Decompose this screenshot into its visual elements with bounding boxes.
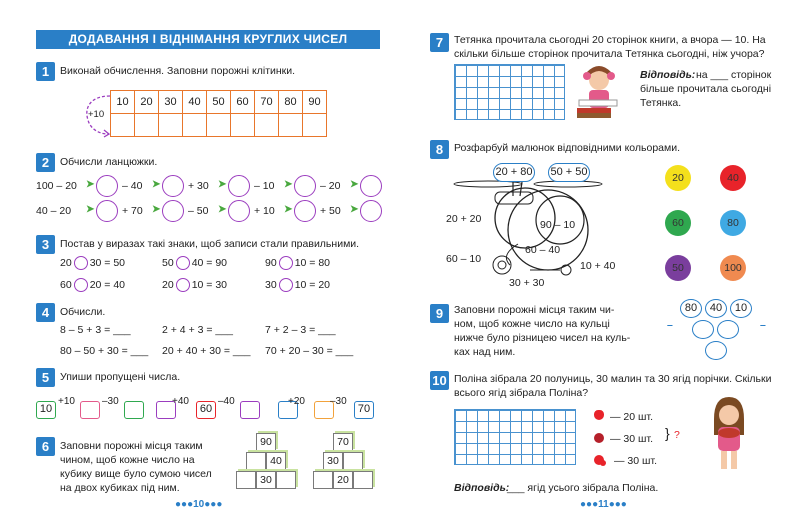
- table-cell: 30: [159, 91, 183, 114]
- task-number-10: 10: [430, 371, 449, 390]
- task-5-text: Упиши пропущені числа.: [60, 371, 181, 383]
- cube[interactable]: [246, 452, 266, 470]
- cube[interactable]: 40: [266, 452, 286, 470]
- answer-grid[interactable]: [454, 64, 565, 120]
- task-3-text: Постав у виразах такі знаки, щоб записи стали правильними.: [60, 238, 360, 250]
- strawberry-icon: [594, 410, 604, 420]
- task-number-1: 1: [36, 62, 55, 81]
- minus-sign-left: –: [667, 319, 673, 331]
- calc-expression: 8 – 5 + 3 = ___: [60, 324, 131, 336]
- sign-circle[interactable]: [74, 256, 88, 270]
- answer-circle[interactable]: [96, 175, 118, 197]
- task-7-line-2: скільки більше сторінок прочитала Тетянка сьогодні, ніж учора?: [454, 48, 765, 60]
- answer-circle[interactable]: [162, 175, 184, 197]
- task-10-answer-label: Відповідь:: [454, 482, 510, 494]
- table-cell-empty[interactable]: [183, 114, 207, 137]
- ball-empty[interactable]: [717, 320, 739, 339]
- table-cell-empty[interactable]: [255, 114, 279, 137]
- table-cell: 40: [183, 91, 207, 114]
- task-7-answer-1: на ___ сторінок: [696, 69, 772, 81]
- minus-sign-right: –: [760, 319, 766, 331]
- table-cell: 20: [135, 91, 159, 114]
- sign-expression: [265, 278, 330, 292]
- arrow-icon: ➤: [86, 179, 95, 190]
- task-8-text: Розфарбуй малюнок відповідними кольорами.: [454, 142, 681, 154]
- color-dot: 80: [720, 210, 746, 236]
- table-cell-empty[interactable]: [231, 114, 255, 137]
- table-cell: 50: [207, 91, 231, 114]
- calc-expression: 70 + 20 – 30 = ___: [265, 345, 354, 357]
- calc-expression: 80 – 50 + 30 = ___: [60, 345, 149, 357]
- calc-expression: 20 + 40 + 30 = ___: [162, 345, 251, 357]
- currant-icon: [594, 455, 604, 465]
- task-number-9: 9: [430, 304, 449, 323]
- task-10-line-2: всього ягід зібрала Поліна?: [454, 387, 589, 399]
- expr-right: 30 = 50: [89, 257, 126, 269]
- part-label: 10 + 40: [580, 260, 616, 272]
- arrow-icon: ➤: [284, 179, 293, 190]
- part-label: 60 – 10: [446, 253, 482, 265]
- number-box-empty[interactable]: [124, 401, 144, 419]
- page-number-right: ●●●11●●●: [580, 499, 627, 510]
- cube[interactable]: 90: [256, 433, 276, 451]
- task-number-8: 8: [430, 140, 449, 159]
- task-9-line-4: ках над ним.: [454, 346, 516, 358]
- color-dot: 60: [665, 210, 691, 236]
- number-box-empty[interactable]: [80, 401, 100, 419]
- table-cell-empty[interactable]: [303, 114, 327, 137]
- arrow-icon: ➤: [152, 179, 161, 190]
- cube[interactable]: [236, 471, 256, 489]
- girl-reading-icon: [573, 64, 623, 122]
- oval-label: 50 + 50: [548, 163, 590, 182]
- color-dot: 100: [720, 255, 746, 281]
- expr-right: 10 = 30: [191, 279, 228, 291]
- arrow-icon: ➤: [86, 204, 95, 215]
- expr-left: 60: [60, 279, 72, 291]
- task-6-line-3: кубику вище було сумою чисел: [60, 468, 212, 480]
- step-label: +10: [88, 109, 105, 120]
- table-cell: 10: [111, 91, 135, 114]
- task-number-4: 4: [36, 303, 55, 322]
- calc-expression: 7 + 2 – 3 = ___: [265, 324, 336, 336]
- chain-op: + 50: [320, 205, 341, 217]
- answer-circle[interactable]: [360, 200, 382, 222]
- cube[interactable]: [313, 471, 333, 489]
- task-9-line-2: ном, щоб кожне число на кульці: [454, 318, 610, 330]
- task-4-text: Обчисли.: [60, 306, 106, 318]
- expr-left: 30: [265, 279, 277, 291]
- page-number-left: ●●●10●●●: [175, 499, 223, 510]
- chain-op: – 50: [188, 205, 209, 217]
- cube[interactable]: [343, 452, 363, 470]
- sign-expression: [265, 256, 330, 270]
- task-10-answer: ___ ягід усього зібрала Поліна.: [507, 482, 659, 494]
- answer-circle[interactable]: [360, 175, 382, 197]
- brace: }: [665, 425, 670, 441]
- cube[interactable]: 20: [333, 471, 353, 489]
- answer-circle[interactable]: [96, 200, 118, 222]
- task-6-line-1: Заповни порожні місця таким: [60, 440, 203, 452]
- table-cell: 70: [255, 91, 279, 114]
- task-number-3: 3: [36, 235, 55, 254]
- task-7-answer-2: більше прочитала сьогодні: [640, 83, 772, 95]
- sign-expression: [162, 256, 227, 270]
- number-table: [110, 90, 327, 137]
- arrow-icon: ➤: [218, 179, 227, 190]
- table-cell-empty[interactable]: [159, 114, 183, 137]
- sign-expression: [162, 278, 227, 292]
- part-label: 90 – 10: [540, 219, 576, 231]
- step-op: –30: [102, 396, 119, 407]
- number-box-empty[interactable]: [240, 401, 260, 419]
- chain-op: – 10: [254, 180, 275, 192]
- step-op: +40: [172, 396, 189, 407]
- task-number-7: 7: [430, 33, 449, 52]
- task-10-line-1: Поліна зібрала 20 полуниць, 30 малин та 30 ягід порічки. Скільки: [454, 373, 772, 385]
- table-cell-empty[interactable]: [207, 114, 231, 137]
- color-dot: 40: [720, 165, 746, 191]
- page-number-value: 11: [598, 499, 609, 510]
- task-7-line-1: Тетянка прочитала сьогодні 20 сторінок книги, а вчора — 10. На: [454, 34, 766, 46]
- sign-expression: [60, 256, 125, 270]
- sign-circle[interactable]: [176, 256, 190, 270]
- arrow-icon: ➤: [284, 204, 293, 215]
- arrow-icon: ➤: [152, 204, 161, 215]
- question-mark: ?: [674, 429, 680, 441]
- answer-circle[interactable]: [294, 200, 316, 222]
- sign-circle[interactable]: [74, 278, 88, 292]
- task-number-5: 5: [36, 368, 55, 387]
- number-box: 70: [354, 401, 374, 419]
- section-banner: ДОДАВАННЯ І ВІДНІМАННЯ КРУГЛИХ ЧИСЕЛ: [36, 30, 380, 49]
- step-op: +10: [58, 396, 75, 407]
- chain-start: 40 – 20: [36, 205, 72, 217]
- color-dot: 20: [665, 165, 691, 191]
- expr-left: 50: [162, 257, 174, 269]
- chain-op: – 40: [122, 180, 143, 192]
- ball: 80: [680, 299, 702, 318]
- answer-circle[interactable]: [294, 175, 316, 197]
- number-box: 60: [196, 401, 216, 419]
- expr-right: 10 = 80: [294, 257, 331, 269]
- expr-right: 10 = 20: [294, 279, 331, 291]
- part-label: 60 – 40: [525, 244, 561, 256]
- chain-op: + 70: [122, 205, 143, 217]
- ball-empty[interactable]: [692, 320, 714, 339]
- berry-count: — 20 шт.: [610, 411, 653, 423]
- cube[interactable]: [353, 471, 373, 489]
- part-label: 30 + 30: [509, 277, 545, 289]
- arrow-icon: ➤: [218, 204, 227, 215]
- answer-grid[interactable]: [454, 409, 576, 465]
- task-number-6: 6: [36, 437, 55, 456]
- step-op: –40: [218, 396, 235, 407]
- task-2-text: Обчисли ланцюжки.: [60, 156, 158, 168]
- number-box: 10: [36, 401, 56, 419]
- berry-count: — 30 шт.: [614, 455, 657, 467]
- arrow-icon: ➤: [350, 204, 359, 215]
- sign-circle[interactable]: [176, 278, 190, 292]
- oval-label: 20 + 80: [493, 163, 535, 182]
- sign-circle[interactable]: [279, 278, 293, 292]
- color-dot: 50: [665, 255, 691, 281]
- task-number-2: 2: [36, 153, 55, 172]
- table-cell-empty[interactable]: [279, 114, 303, 137]
- chain-op: – 20: [320, 180, 341, 192]
- expr-left: 20: [162, 279, 174, 291]
- task-6-line-4: на двох кубиках під ним.: [60, 482, 180, 494]
- ball: 40: [705, 299, 727, 318]
- table-cell-empty[interactable]: [111, 114, 135, 137]
- step-op: +20: [288, 396, 305, 407]
- expr-right: 20 = 40: [89, 279, 126, 291]
- answer-circle[interactable]: [162, 200, 184, 222]
- cube[interactable]: [276, 471, 296, 489]
- sign-circle[interactable]: [279, 256, 293, 270]
- chain-op: + 30: [188, 180, 209, 192]
- answer-circle[interactable]: [228, 175, 250, 197]
- ball-empty[interactable]: [705, 341, 727, 360]
- task-9-line-3: нижче було різницею чисел на куль-: [454, 332, 631, 344]
- task-7-answer-label: Відповідь:: [640, 69, 696, 81]
- table-cell: 60: [231, 91, 255, 114]
- task-1-text: Виконай обчислення. Заповни порожні клітинки.: [60, 65, 296, 77]
- task-7-answer-3: Тетянка.: [640, 97, 682, 109]
- calc-expression: 2 + 4 + 3 = ___: [162, 324, 233, 336]
- table-cell-empty[interactable]: [135, 114, 159, 137]
- raspberry-icon: [594, 433, 604, 443]
- cube[interactable]: 70: [333, 433, 353, 451]
- page-number-value: 10: [193, 499, 205, 510]
- table-cell: 90: [303, 91, 327, 114]
- task-9-line-1: Заповни порожні місця таким чи-: [454, 304, 615, 316]
- cube[interactable]: 30: [256, 471, 276, 489]
- step-op: –30: [330, 396, 347, 407]
- expr-left: 90: [265, 257, 277, 269]
- arrow-icon: ➤: [350, 179, 359, 190]
- expr-left: 20: [60, 257, 72, 269]
- chain-op: + 10: [254, 205, 275, 217]
- expr-right: 40 = 90: [191, 257, 228, 269]
- chain-start: 100 – 20: [36, 180, 77, 192]
- task-6-line-2: чином, щоб кожне число на: [60, 454, 195, 466]
- cube[interactable]: 30: [323, 452, 343, 470]
- ball: 10: [730, 299, 752, 318]
- part-label: 20 + 20: [446, 213, 482, 225]
- answer-circle[interactable]: [228, 200, 250, 222]
- berry-count: — 30 шт.: [610, 433, 653, 445]
- table-cell: 80: [279, 91, 303, 114]
- girl-with-berries-icon: [706, 395, 752, 473]
- sign-expression: [60, 278, 125, 292]
